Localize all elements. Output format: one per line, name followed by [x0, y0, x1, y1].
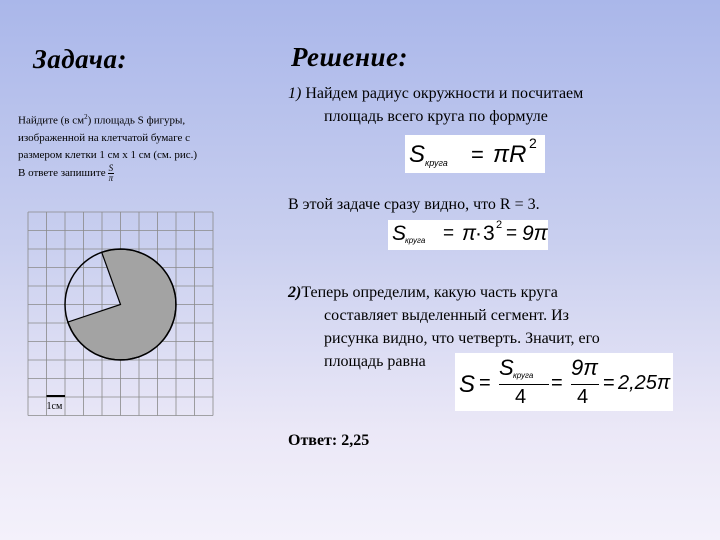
- answer: Ответ: 2,25: [288, 432, 370, 449]
- formula-3-result: 2,25π: [618, 372, 671, 394]
- formula-1-rhs: πR: [493, 141, 527, 168]
- radius-statement: В этой задаче сразу видно, что R = 3.: [288, 196, 540, 213]
- step-1: [288, 82, 583, 128]
- solution-heading: Решение:: [291, 42, 408, 72]
- answer-fraction: [108, 164, 115, 183]
- formula-2-base: 3: [483, 222, 495, 245]
- step-1-number: 1): [288, 85, 302, 102]
- task-line-2: изображенной на клетчатой бумаге с: [18, 131, 191, 144]
- step-2-line-2: составляет выделенный сегмент. Из: [324, 307, 569, 324]
- fraction-bar-2: [571, 384, 599, 385]
- formula-2-exp: 2: [496, 219, 503, 231]
- task-heading: Задача:: [33, 44, 127, 74]
- formula-circle-area: [405, 135, 545, 173]
- task-line-3: размером клетки 1 см х 1 см (см. рис.): [18, 148, 198, 161]
- fraction-denominator: π: [108, 172, 114, 183]
- formula-1-exp: 2: [529, 135, 537, 151]
- formula-3-eq-3: =: [603, 372, 615, 394]
- formula-3-den-1: 4: [515, 386, 527, 408]
- task-line-1-sup: 2: [84, 113, 88, 121]
- formula-1-sub: круга: [425, 158, 448, 168]
- scale-label: 1см: [46, 401, 63, 412]
- formula-2-result: 9π: [522, 222, 548, 245]
- task-line-1-a: Найдите (в см: [18, 114, 85, 127]
- formula-3-den-2: 4: [577, 386, 589, 408]
- grid-figure: [26, 210, 226, 428]
- step-1-line-2: площадь всего круга по формуле: [324, 108, 548, 125]
- task-line-4-text: В ответе запишите: [18, 166, 106, 179]
- step-2-line-1: Теперь определим, какую часть круга: [301, 284, 558, 301]
- formula-3-s: S: [459, 371, 476, 398]
- step-2-number: 2): [288, 284, 302, 301]
- formula-3-num-1: S: [499, 355, 514, 380]
- formula-1-s: S: [409, 141, 426, 168]
- task-text: [18, 109, 268, 183]
- formula-3-eq-2: =: [551, 372, 563, 394]
- fraction-numerator: S: [108, 162, 114, 173]
- task-line-4: [18, 164, 268, 183]
- formula-area-value: [388, 220, 548, 250]
- formula-2-s: S: [392, 222, 407, 245]
- formula-3-num-1-sub: круга: [513, 371, 534, 380]
- formula-1-eq: =: [471, 142, 484, 167]
- step-1-line-1: Найдем радиус окружности и посчитаем: [305, 85, 584, 102]
- formula-3-num-2: 9π: [571, 355, 598, 380]
- task-line-1-b: ) площадь S фигуры,: [87, 114, 186, 127]
- formula-2-dot: ·: [475, 222, 482, 245]
- fraction-bar-1: [499, 384, 549, 385]
- task-line-1: [18, 109, 268, 130]
- formula-2-eq-1: =: [443, 223, 455, 244]
- step-2-line-3: рисунка видно, что четверть. Значит, его: [324, 330, 600, 347]
- formula-3-eq-1: =: [479, 372, 491, 394]
- formula-2-sub: круга: [405, 236, 426, 245]
- formula-2-eq-2: =: [506, 223, 518, 244]
- step-2-line-4: площадь равна: [324, 353, 426, 370]
- formula-segment-area: [455, 353, 673, 411]
- formula-2-pi: π: [462, 222, 477, 245]
